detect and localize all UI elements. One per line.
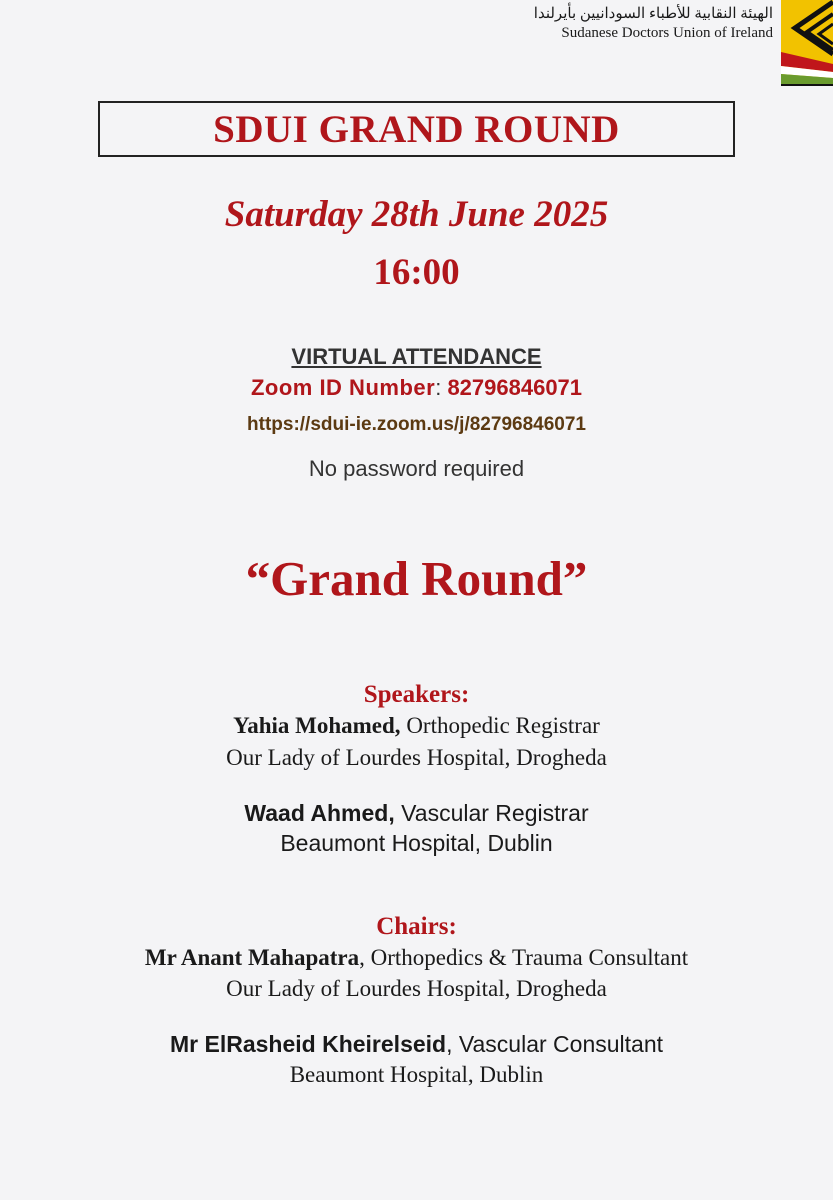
zoom-id-separator: : [435, 375, 442, 400]
chair-1-name: Mr Anant Mahapatra [144, 945, 360, 970]
zoom-id-line [0, 375, 833, 401]
chair-1-role: , Orthopedics & Trauma Consultant [359, 945, 689, 970]
speaker-1-line [0, 713, 833, 739]
chairs-heading: Chairs: [376, 913, 457, 940]
speaker-2-line [0, 800, 833, 827]
sdui-logo [781, 0, 833, 86]
zoom-link[interactable]: https://sdui-ie.zoom.us/j/82796846071 [247, 414, 586, 435]
chair-2-role: , Vascular Consultant [446, 1031, 663, 1057]
org-name-arabic: الهيئة النقابية للأطباء السودانيين بأيرلندا [533, 6, 773, 22]
speaker-1-hospital: Our Lady of Lourdes Hospital, Drogheda [226, 745, 607, 770]
chair-2-name: Mr ElRasheid Kheirelseid [170, 1031, 447, 1057]
speaker-1-role: Orthopedic Registrar [400, 713, 600, 738]
speaker-2-name: Waad Ahmed, [244, 800, 395, 826]
talk-topic: “Grand Round” [245, 551, 588, 606]
virtual-attendance-heading: VIRTUAL ATTENDANCE [291, 344, 542, 369]
speaker-2-hospital: Beaumont Hospital, Dublin [280, 830, 553, 856]
speaker-2-role: Vascular Registrar [394, 800, 589, 826]
zoom-id-number: 82796846071 [447, 375, 583, 400]
zoom-id-label: Zoom ID Number [250, 375, 436, 400]
chair-1-hospital: Our Lady of Lourdes Hospital, Drogheda [226, 976, 607, 1001]
chair-2-hospital: Beaumont Hospital, Dublin [289, 1062, 544, 1087]
event-date: Saturday 28th June 2025 [224, 194, 609, 235]
speakers-heading: Speakers: [363, 681, 470, 708]
event-title: SDUI GRAND ROUND [98, 101, 735, 157]
chair-1-line [0, 945, 833, 971]
speaker-1-name: Yahia Mohamed, [233, 713, 401, 738]
event-time: 16:00 [373, 252, 460, 293]
password-note: No password required [308, 456, 525, 481]
chair-2-line [0, 1031, 833, 1058]
org-name-english: Sudanese Doctors Union of Ireland [561, 25, 773, 41]
